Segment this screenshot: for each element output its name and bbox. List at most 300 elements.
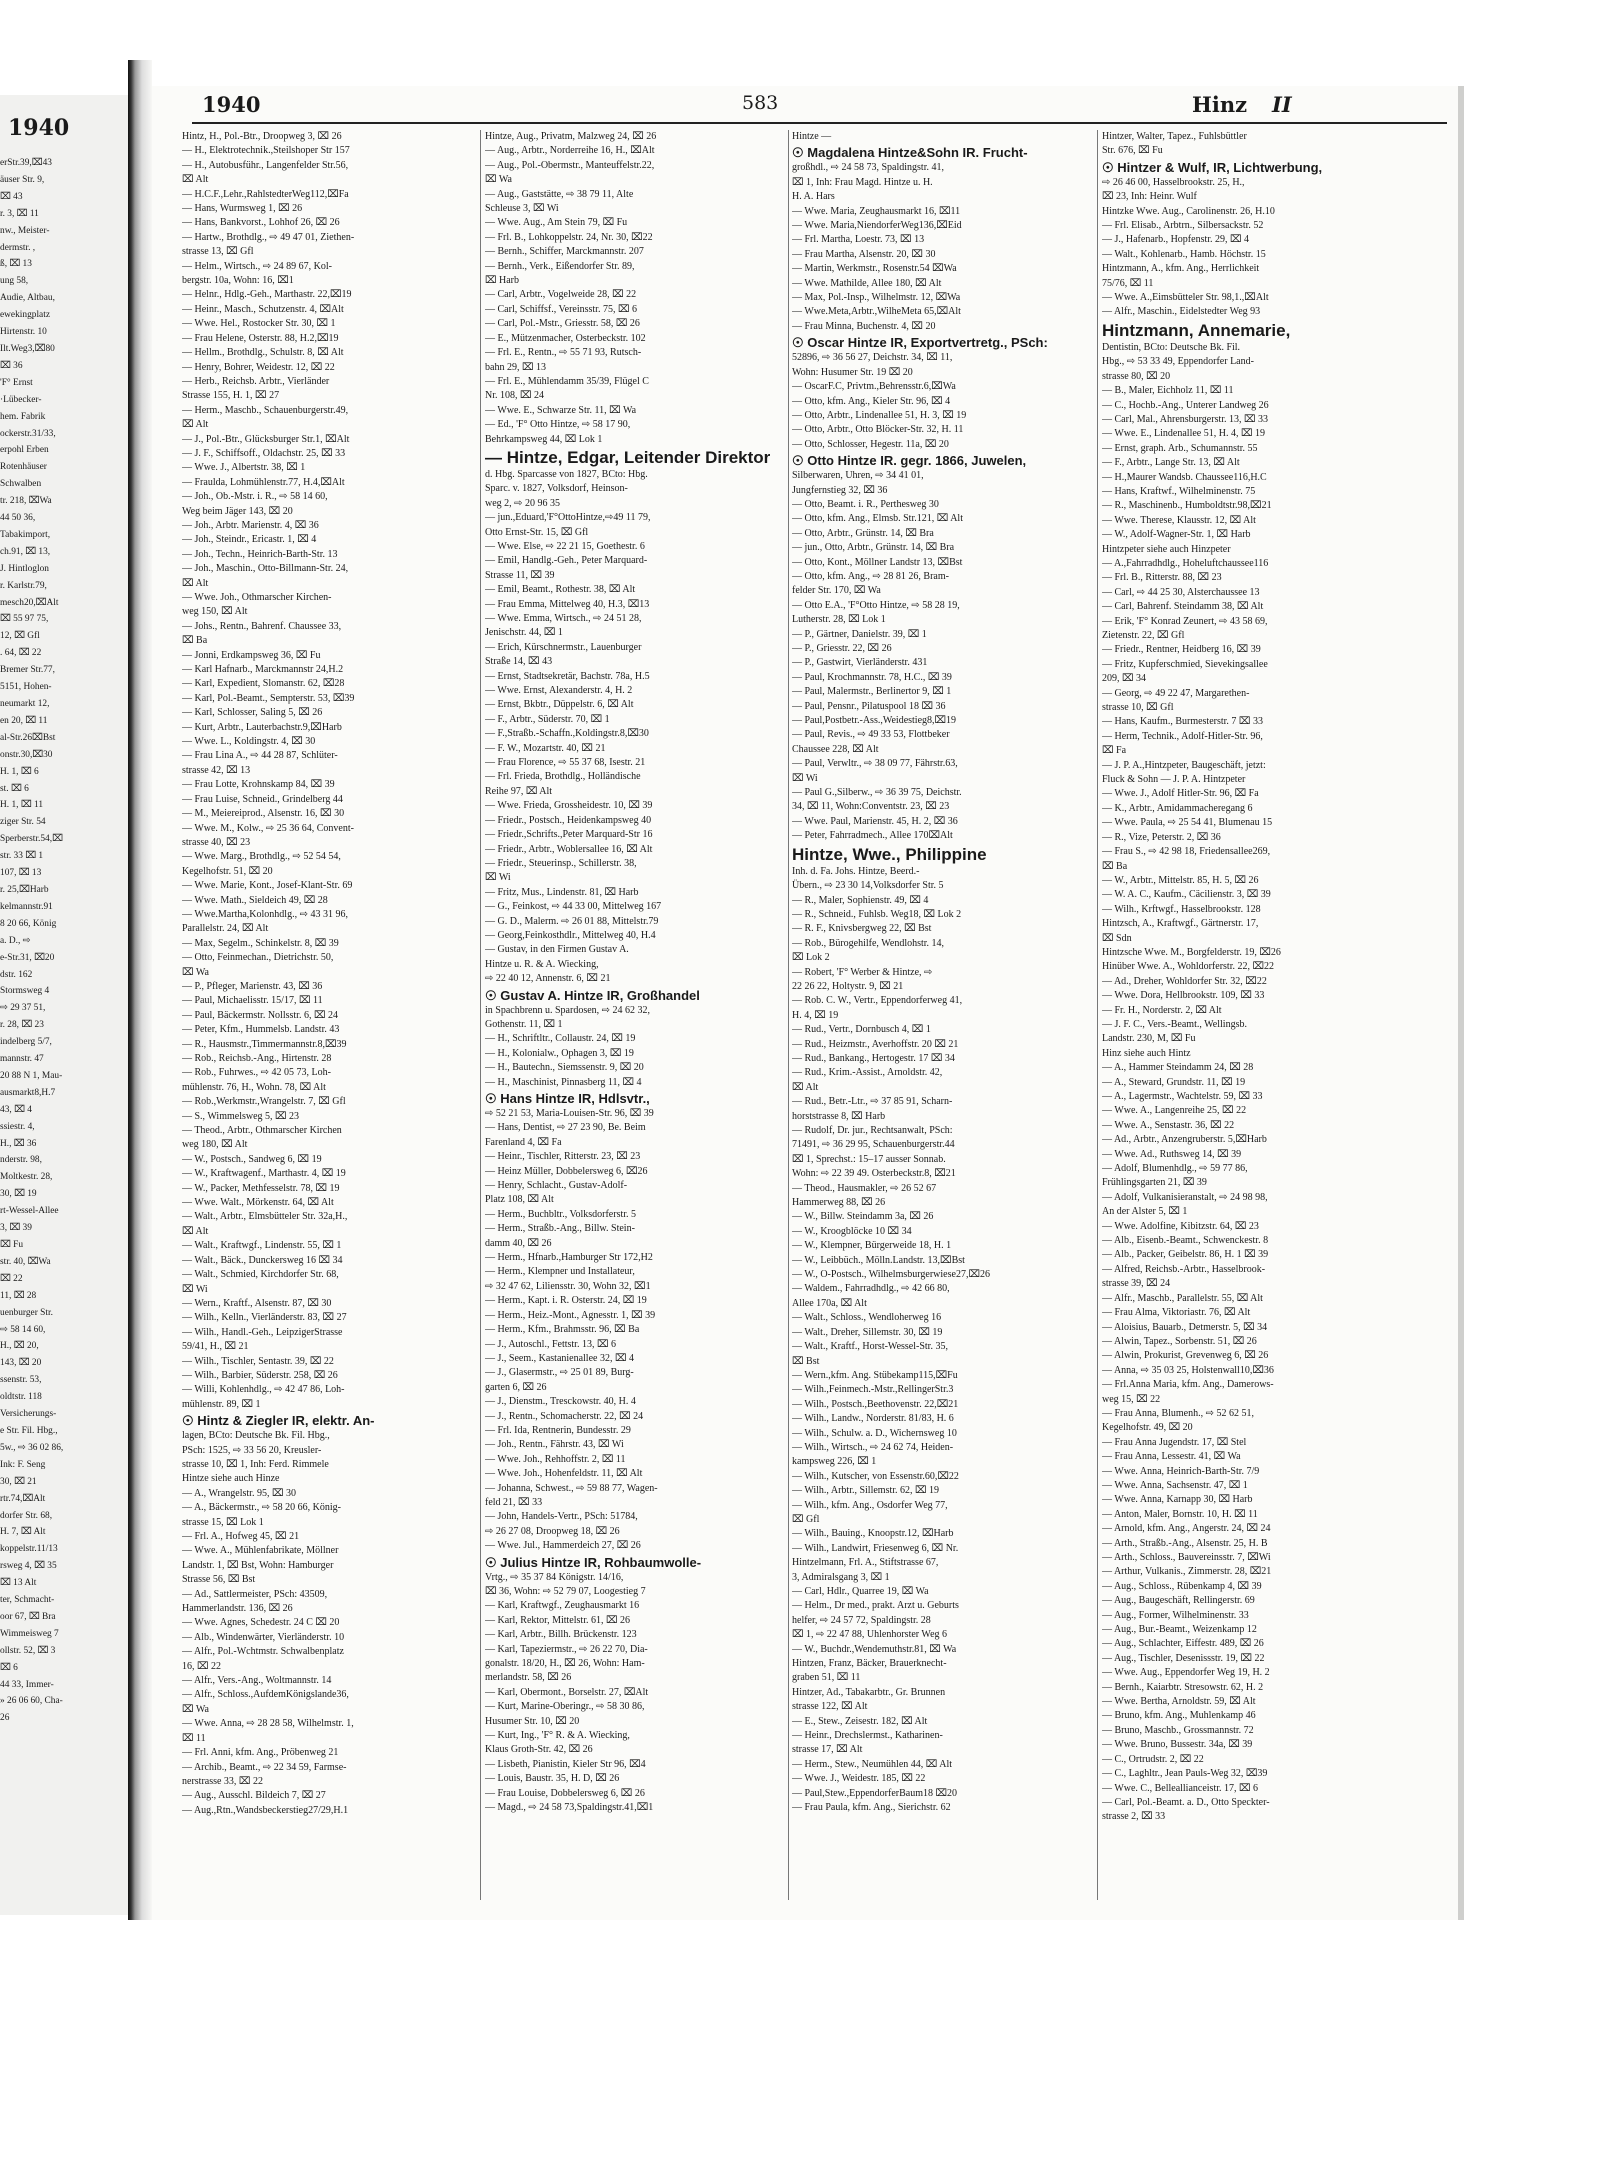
directory-entry-line: — Wwe. A., Mühlenfabrikate, Möllner <box>182 1545 339 1557</box>
directory-entry-line: — Karl, Schlosser, Saling 5, ⌧ 26 <box>182 707 323 719</box>
column-divider <box>1097 130 1098 1900</box>
directory-entry-line: Landstr. 1, ⌧ Bst, Wohn: Hamburger <box>182 1559 334 1571</box>
directory-entry-line: ⌧ Sdn <box>1102 932 1132 944</box>
directory-entry-line: — Fritz, Kupferschmied, Sievekingsallee <box>1102 658 1268 670</box>
directory-entry-line: — Paul, Revis., ⇨ 49 33 53, Flottbeker <box>792 729 950 741</box>
directory-entry-line: — Walt., Kohlenarb., Hamb. Höchstr. 15 <box>1102 248 1266 260</box>
directory-entry-line: Lutherstr. 28, ⌧ Lok 1 <box>792 614 886 626</box>
directory-entry-line: — Waldem., Fahrradhdlg., ⇨ 42 66 80, <box>792 1283 950 1295</box>
directory-entry-line: — Ernst, graph. Arb., Schumannstr. 55 <box>1102 442 1258 454</box>
previous-page-line: dstr. 162 <box>0 969 33 980</box>
directory-entry-line: ⌧ Wi <box>485 872 511 884</box>
directory-entry-line: — R., Vize, Peterstr. 2, ⌧ 36 <box>1102 831 1221 843</box>
directory-entry-line: — Aloisius, Bauarb., Detmerstr. 5, ⌧ 34 <box>1102 1321 1268 1333</box>
directory-entry-line: — A., Lagermstr., Wachtelstr. 59, ⌧ 33 <box>1102 1091 1263 1102</box>
directory-entry-line: — W., Klempner, Bürgerweide 18, H. 1 <box>792 1240 952 1252</box>
directory-entry-line: helfer, ⇨ 24 57 72, Spaldingstr. 28 <box>792 1614 931 1626</box>
directory-entry-line: — Ernst, Stadtsekretär, Bachstr. 78a, H.5 <box>485 670 650 682</box>
directory-entry-line: — Alfr., Vers.-Ang., Woltmannstr. 14 <box>182 1675 332 1687</box>
directory-entry-line: — Wwe. Jul., Hammerdeich 27, ⌧ 26 <box>485 1540 641 1552</box>
previous-page-line: indelberg 5/7, <box>0 1037 52 1048</box>
directory-entry-line: — Karl, Rektor, Mittelstr. 61, ⌧ 26 <box>485 1614 630 1626</box>
previous-page-line: nw., Meister- <box>0 225 50 236</box>
directory-entry-line: — Wwe. Bruno, Bussestr. 34a, ⌧ 39 <box>1102 1739 1253 1751</box>
directory-entry-line: ☉ Oscar Hintze IR, Exportvertretg., PSch: <box>792 335 1048 351</box>
directory-entry-line: Nr. 108, ⌧ 24 <box>485 390 545 402</box>
previous-page-line: oldtstr. 118 <box>0 1392 42 1403</box>
directory-entry-line: — jun., Otto, Arbtr., Grünstr. 14, ⌧ Bra <box>792 542 955 554</box>
directory-entry-line: — F., Arbtr., Lange Str. 13, ⌧ Alt <box>1102 457 1240 469</box>
directory-entry-line: Hintze — <box>792 131 832 142</box>
previous-page-fragment <box>0 95 128 1915</box>
directory-entry-line: 3, Admiralsgang 3, ⌧ 1 <box>792 1571 890 1583</box>
page-number: 583 <box>742 92 779 114</box>
directory-entry-line: ⌧ 23, Inh: Heinr. Wulf <box>1102 191 1197 203</box>
directory-entry-line: — R. F., Knivsbergweg 22, ⌧ Bst <box>792 923 932 935</box>
directory-entry-line: Übern., ⇨ 23 30 14,Volksdorfer Str. 5 <box>792 880 944 892</box>
directory-entry-line: — Friedr.,Schrifts.,Peter Marquard-Str 16 <box>485 829 653 841</box>
directory-entry-line: — Hellm., Brothdlg., Schulstr. 8, ⌧ Alt <box>182 347 344 359</box>
previous-page-line: dorfer Str. 68, <box>0 1510 53 1521</box>
previous-page-line: 107, ⌧ 13 <box>0 868 42 879</box>
directory-entry-line: — Alfr., Maschin., Eidelstedter Weg 93 <box>1102 306 1261 318</box>
previous-page-line: 30, ⌧ 21 <box>0 1476 37 1487</box>
directory-entry-line: merlandstr. 58, ⌧ 26 <box>485 1672 572 1684</box>
directory-entry-line: — W., Billw. Steindamm 3a, ⌧ 26 <box>792 1211 934 1223</box>
directory-entry-line: — Aug., Baugeschäft, Rellingerstr. 69 <box>1102 1595 1255 1607</box>
previous-page-line: ter, Schmacht- <box>0 1595 55 1606</box>
directory-entry-line: — A., Bäckermstr., ⇨ 58 20 66, König- <box>182 1502 341 1514</box>
directory-entry-line: Hintzen, Franz, Bäcker, Brauerknecht- <box>792 1658 947 1670</box>
directory-entry-line: — Wwe. Ernst, Alexanderstr. 4, H. 2 <box>485 685 633 697</box>
column-divider <box>480 130 481 1900</box>
directory-entry-line: — Herm., Straßb.-Ang., Billw. Stein- <box>485 1223 635 1235</box>
previous-page-line: al-Str.26⌧Bst <box>0 732 56 743</box>
directory-entry-line: 22 26 22, Holtystr. 9, ⌧ 21 <box>792 980 904 992</box>
directory-entry-line: — Otto, Schlosser, Hegestr. 11a, ⌧ 20 <box>792 438 949 450</box>
directory-entry-line: 209, ⌧ 34 <box>1102 673 1147 685</box>
directory-entry-line: — Wilh., Kelln., Vierländerstr. 83, ⌧ 27 <box>182 1312 347 1324</box>
previous-page-line: Versicherungs- <box>0 1409 57 1420</box>
directory-entry-line: 34, ⌧ 11, Wohn:Conventstr. 23, ⌧ 23 <box>792 801 950 813</box>
previous-page-line: rt-Wessel-Allee <box>0 1206 59 1217</box>
directory-entry-line: Hammerweg 88, ⌧ 26 <box>792 1197 886 1209</box>
directory-entry-line: ☉ Julius Hintze IR, Rohbaumwolle- <box>485 1554 702 1570</box>
directory-entry-line: — Herb., Reichsb. Arbtr., Vierländer <box>182 375 330 387</box>
directory-entry-line: 75/76, ⌧ 11 <box>1102 277 1154 289</box>
directory-entry-line: — H.,Maurer Wandsb. Chaussee116,H.C <box>1102 471 1267 483</box>
directory-entry-line: gonalstr. 18/20, H., ⌧ 26, Wohn: Ham- <box>485 1658 645 1670</box>
directory-entry-line: — W., Kraftwagenf., Marthastr. 4, ⌧ 19 <box>182 1168 346 1180</box>
directory-entry-line: horststrasse 8, ⌧ Harb <box>792 1110 886 1122</box>
directory-entry-line: — Wwe. Anna, Karnapp 30, ⌧ Harb <box>1102 1494 1253 1506</box>
directory-entry-line: — Frau Martha, Alsenstr. 20, ⌧ 30 <box>792 248 936 260</box>
directory-entry-line: Hintzmann, A., kfm. Ang., Herrlichkeit <box>1102 263 1260 275</box>
directory-entry-line: — Wern.,kfm. Ang. Stübekamp115,⌧Fu <box>792 1369 958 1381</box>
previous-page-line: dermstr. , <box>0 242 36 253</box>
directory-entry-line: — Max, Segelm., Schinkelstr. 8, ⌧ 39 <box>182 937 339 949</box>
directory-entry-line: — E., Stew., Zeisestr. 182, ⌧ Alt <box>792 1715 928 1727</box>
directory-entry-line: — Aug.,Rtn.,Wandsbeckerstieg27/29,H.1 <box>182 1804 349 1816</box>
directory-entry-line: — Otto, Arbtr., Otto Blöcker-Str. 32, H. 11 <box>792 424 964 436</box>
directory-entry-line: — Wwe. Anna, Heinrich-Barth-Str. 7/9 <box>1102 1465 1260 1477</box>
previous-page-line: Rotenhäuser <box>0 462 47 473</box>
column-divider <box>788 130 789 1900</box>
previous-page-line: 44 33, Immer- <box>0 1679 54 1690</box>
directory-entry-line: — Herm., Klempner und Installateur, <box>485 1266 635 1278</box>
previous-page-line: ewekingplatz <box>0 310 50 321</box>
previous-page-line: ziger Str. 54 <box>0 817 46 828</box>
directory-entry-line: — Wwe. Mathilde, Allee 180, ⌧ Alt <box>792 277 942 289</box>
directory-entry-line: — E., Mützenmacher, Osterbeckstr. 102 <box>485 332 646 344</box>
previous-page-line: 44 50 36, <box>0 513 36 524</box>
directory-entry-line: — Emil, Handlg.-Geh., Peter Marquard- <box>485 555 648 567</box>
directory-entry-line: — Herm, Technik., Adolf-Hitler-Str. 96, <box>1102 730 1263 742</box>
directory-entry-line: — Wwe. Ad., Ruthsweg 14, ⌧ 39 <box>1102 1148 1242 1160</box>
directory-entry-line: strasse 10, ⌧ Gfl <box>1102 702 1174 714</box>
directory-entry-line: Hintzke Wwe. Aug., Carolinenstr. 26, H.10 <box>1102 205 1275 217</box>
directory-entry-line: Dentistin, BCto: Deutsche Bk. Fil. <box>1102 341 1241 353</box>
previous-page-line: ssenstr. 53, <box>0 1375 42 1386</box>
directory-entry-line: — Paul, Malermstr., Berlinertor 9, ⌧ 1 <box>792 686 952 698</box>
directory-entry-line: — H., Elektrotechnik.,Steilshoper Str 157 <box>182 145 350 157</box>
directory-entry-line: — Wwe. Marie, Kont., Josef-Klant-Str. 69 <box>182 880 353 892</box>
directory-entry-line: — Otto, Beamt. i. R., Perthesweg 30 <box>792 498 939 510</box>
previous-page-line: Moltkestr. 28, <box>0 1172 53 1183</box>
previous-page-line: J. Hintloglon <box>0 563 49 574</box>
directory-entry-line: — Wilh., Schulw. a. D., Wichernsweg 10 <box>792 1427 957 1439</box>
directory-entry-line: ⌧ Gfl <box>792 1513 820 1525</box>
directory-entry-line: — Wilh.,Feinmech.-Mstr.,RellingerStr.3 <box>792 1384 954 1396</box>
directory-entry-line: — Ad., Arbtr., Anzengruberstr. 5,⌧Harb <box>1102 1134 1267 1146</box>
directory-entry-line: — Friedr., Steuerinsp., Schillerstr. 38, <box>485 857 637 869</box>
directory-entry-line: — C., Hochb.-Ang., Unterer Landweg 26 <box>1102 399 1269 411</box>
directory-entry-line: — Anna, ⇨ 35 03 25, Holstenwall10,⌧36 <box>1102 1364 1274 1376</box>
directory-entry-line: ⌧ Ba <box>1102 860 1128 872</box>
directory-entry-line: Hintzmann, Annemarie, <box>1102 320 1291 340</box>
previous-page-line: ausmarkt8,H.7 <box>0 1087 56 1098</box>
directory-entry-line: — R., Hausmstr.,Timmermannstr.8,⌧39 <box>182 1038 347 1050</box>
directory-entry-line: — Wwe. A., Langenreihe 25, ⌧ 22 <box>1102 1105 1247 1117</box>
page-edge <box>1458 86 1464 1920</box>
directory-entry-line: — J., Hafenarb., Hopfenstr. 29, ⌧ 4 <box>1102 234 1250 246</box>
directory-entry-line: ⌧ Alt <box>182 419 209 431</box>
directory-entry-line: — Carl, Arbtr., Vogelweide 28, ⌧ 22 <box>485 289 637 301</box>
directory-entry-line: — Heinr., Drechslermst., Katharinen- <box>792 1730 943 1742</box>
directory-entry-line: — H., Maschinist, Pinnasberg 11, ⌧ 4 <box>485 1076 642 1088</box>
directory-entry-line: Schleuse 3, ⌧ Wi <box>485 203 559 215</box>
directory-entry-line: — Wwe. Paul, Marienstr. 45, H. 2, ⌧ 36 <box>792 815 958 827</box>
directory-entry-line: — Wwe. Adolfine, Kibitzstr. 64, ⌧ 23 <box>1102 1220 1259 1232</box>
directory-entry-line: ⌧ Alt <box>182 1225 209 1237</box>
directory-entry-line: — Karl, Arbtr., Billh. Brückenstr. 123 <box>485 1629 637 1641</box>
directory-entry-line: bergstr. 10a, Wohn: 16, ⌧1 <box>182 275 294 287</box>
directory-entry-line: ⌧ Wa <box>182 1703 209 1715</box>
previous-page-line: ch.91, ⌧ 13, <box>0 546 51 557</box>
directory-entry-line: — J., Pol.-Btr., Glücksburger Str.1, ⌧Alt <box>182 433 350 445</box>
directory-entry-line: H. 4, ⌧ 19 <box>792 1009 839 1021</box>
directory-entry-line: — Alb., Windenwärter, Vierländerstr. 10 <box>182 1631 345 1643</box>
directory-entry-line: — Kurt, Ing., 'F° R. & A. Wiecking, <box>485 1730 630 1742</box>
directory-entry-line: — Frl.Anna Maria, kfm. Ang., Damerows- <box>1102 1379 1274 1391</box>
directory-entry-line: — Wwe. Maria,NiendorferWeg136,⌧Eid <box>792 220 962 232</box>
directory-entry-line: PSch: 1525, ⇨ 33 56 20, Kreusler- <box>182 1444 322 1456</box>
directory-entry-line: — R., Schneid., Fuhlsb. Weg18, ⌧ Lok 2 <box>792 908 962 920</box>
previous-page-line: ⇨ 29 37 51, <box>0 1003 46 1014</box>
directory-entry-line: — Walt., Bäck., Dunckersweg 16 ⌧ 34 <box>182 1254 343 1266</box>
directory-entry-line: — Hans, Kraftwf., Wilhelminenstr. 75 <box>1102 485 1256 497</box>
directory-entry-line: — H., Kolonialw., Ophagen 3, ⌧ 19 <box>485 1047 634 1059</box>
directory-entry-line: — Wwe. Anna, ⇨ 28 28 58, Wilhelmstr. 1, <box>182 1718 354 1730</box>
directory-entry-line: strasse 2, ⌧ 33 <box>1102 1811 1166 1823</box>
directory-entry-line: — Arth., Straßb.-Ang., Alsenstr. 25, H. B <box>1102 1537 1268 1549</box>
directory-entry-line: — Wern., Kraftf., Alsenstr. 87, ⌧ 30 <box>182 1297 332 1309</box>
directory-entry-line: — Wwe. A.,Eimsbütteler Str. 98,1.,⌧Alt <box>1102 292 1269 304</box>
directory-entry-line: — Friedr., Postsch., Heidenkampsweg 40 <box>485 814 652 826</box>
directory-entry-line: — P., Gastwirt, Vierländerstr. 431 <box>792 657 928 669</box>
directory-entry-line: Hbg., ⇨ 53 33 49, Eppendorfer Land- <box>1102 356 1254 368</box>
previous-page-line: Hirtenstr. 10 <box>0 327 47 338</box>
directory-entry-line: — Rob., Reichsb.-Ang., Hirtenstr. 28 <box>182 1053 332 1064</box>
directory-entry-line: Husumer Str. 10, ⌧ 20 <box>485 1715 580 1727</box>
directory-entry-line: — Joh., Rentn., Fährstr. 43, ⌧ Wi <box>485 1439 624 1451</box>
directory-entry-line: — F.,Straßb.-Schaffn.,Koldingstr.8,⌧30 <box>485 728 649 740</box>
directory-entry-line: — Lisbeth, Pianistin, Kieler Str 96, ⌧4 <box>485 1758 646 1770</box>
directory-entry-line: — Jonni, Erdkampsweg 36, ⌧ Fu <box>182 649 321 661</box>
directory-entry-line: — H., Bautechn., Siemssenstr. 9, ⌧ 20 <box>485 1062 644 1074</box>
previous-page-line: r. Karlstr.79, <box>0 580 47 591</box>
directory-entry-line: — Carl, Pol.-Mstr., Griesstr. 58, ⌧ 26 <box>485 318 640 330</box>
previous-page-line: nderstr. 98, <box>0 1155 42 1166</box>
previous-page-line: ·Lübecker- <box>0 394 42 405</box>
directory-entry-line: — Gustav, in den Firmen Gustav A. <box>485 944 629 956</box>
directory-entry-line: Hintze, Wwe., Philippine <box>792 844 987 864</box>
directory-entry-line: — Heinz Müller, Dobbelersweg 6, ⌧26 <box>485 1165 648 1177</box>
directory-entry-line: — Rob., Bürogehilfe, Wendlohstr. 14, <box>792 937 945 949</box>
directory-entry-line: Hintze, Aug., Privatm, Malzweg 24, ⌧ 26 <box>485 131 657 142</box>
directory-column-4 <box>1102 130 1402 1900</box>
directory-entry-line: weg 150, ⌧ Alt <box>182 606 248 618</box>
directory-entry-line: — Joh., Arbtr. Marienstr. 4, ⌧ 36 <box>182 519 319 531</box>
previous-page-line: erpohl Erben <box>0 445 49 456</box>
directory-entry-line: — Wwe. Therese, Klausstr. 12, ⌧ Alt <box>1102 514 1256 526</box>
directory-entry-line: — Hintze, Edgar, Leitender Direktor <box>485 447 771 467</box>
directory-entry-line: — Frau Paula, kfm. Ang., Sierichstr. 62 <box>792 1802 951 1814</box>
directory-entry-line: — Helnr., Hdlg.-Geh., Marthastr. 22,⌧19 <box>182 289 352 301</box>
directory-entry-line: Sparc. v. 1827, Volksdorf, Heinson- <box>485 483 628 495</box>
previous-page-line: 3, ⌧ 39 <box>0 1223 32 1234</box>
directory-entry-line: — J., Rentn., Schomacherstr. 22, ⌧ 24 <box>485 1410 644 1422</box>
previous-page-line: 8 20 66, König <box>0 918 57 929</box>
directory-entry-line: — Walt., Schmied, Kirchdorfer Str. 68, <box>182 1269 339 1281</box>
directory-entry-line: nerstrasse 33, ⌧ 22 <box>182 1775 263 1787</box>
directory-entry-line: — Frau Florence, ⇨ 55 37 68, Isestr. 21 <box>485 757 646 769</box>
directory-entry-line: Strasse 155, H. 1, ⌧ 27 <box>182 390 280 402</box>
directory-entry-line: — Carl, ⇨ 44 25 30, Alsterchaussee 13 <box>1102 586 1260 598</box>
directory-entry-line: Weg beim Jäger 143, ⌧ 20 <box>182 505 293 517</box>
directory-entry-line: — F., Arbtr., Süderstr. 70, ⌧ 1 <box>485 713 610 725</box>
directory-entry-line: — Wwe. Bertha, Arnoldstr. 59, ⌧ Alt <box>1102 1696 1256 1708</box>
directory-entry-line: weg 15, ⌧ 22 <box>1102 1393 1161 1405</box>
directory-entry-line: — Arnold, kfm. Ang., Angerstr. 24, ⌧ 24 <box>1102 1523 1271 1535</box>
previous-page-line: mesch20,⌧Alt <box>0 597 59 608</box>
directory-entry-line: — Herm., Heiz.-Mont., Agnesstr. 1, ⌧ 39 <box>485 1309 656 1321</box>
directory-entry-line: — Carl, Hdlr., Quarree 19, ⌧ Wa <box>792 1586 929 1597</box>
directory-entry-line: ⌧ Wi <box>182 1283 208 1295</box>
previous-page-line: ⌧ 36 <box>0 360 23 371</box>
directory-entry-line: Silberwaren, Uhren, ⇨ 34 41 01, <box>792 470 924 482</box>
directory-entry-line: — Willi, Kohlenhdlg., ⇨ 42 47 86, Loh- <box>182 1384 345 1396</box>
directory-entry-line: Strasse 11, ⌧ 39 <box>485 569 555 581</box>
previous-page-line: ⇨ 58 14 60, <box>0 1324 46 1335</box>
directory-entry-line: — Frau Alma, Viktoriastr. 76, ⌧ Alt <box>1102 1307 1251 1319</box>
directory-entry-line: — Frau Minna, Buchenstr. 4, ⌧ 20 <box>792 320 936 332</box>
previous-page-line: ⌧ 13 Alt <box>0 1578 37 1589</box>
previous-page-line: oor 67, ⌧ Bra <box>0 1611 56 1622</box>
directory-entry-line: großhdl., ⇨ 24 58 73, Spaldingstr. 41, <box>792 162 944 174</box>
directory-entry-line: — C., Laghltr., Jean Pauls-Weg 32, ⌧39 <box>1102 1768 1268 1780</box>
directory-entry-line: feld 21, ⌧ 33 <box>485 1496 543 1508</box>
directory-entry-line: — Otto E.A., 'F°Otto Hintze, ⇨ 58 28 19, <box>792 599 960 611</box>
directory-entry-line: — Frl. B., Ritterstr. 88, ⌧ 23 <box>1102 572 1222 584</box>
previous-page-line: H. 1, ⌧ 6 <box>0 766 39 777</box>
directory-entry-line: — Otto, kfm. Ang., ⇨ 28 81 26, Bram- <box>792 570 949 582</box>
directory-entry-line: — Aug., Ausschl. Bildeich 7, ⌧ 27 <box>182 1790 326 1802</box>
directory-entry-line: — W., Adolf-Wagner-Str. 1, ⌧ Harb <box>1102 529 1251 541</box>
previous-page-line: uenburger Str. <box>0 1307 53 1318</box>
directory-entry-line: — Arth., Schloss., Bauvereinsstr. 7, ⌧Wi <box>1102 1552 1271 1563</box>
directory-entry-line: — Aug., Schlachter, Eiffestr. 489, ⌧ 26 <box>1102 1638 1264 1650</box>
previous-page-line: 43, ⌧ 4 <box>0 1104 32 1115</box>
directory-entry-line: strasse 40, ⌧ 23 <box>182 836 251 848</box>
directory-entry-line: — Max, Pol.-Insp., Wilhelmstr. 12, ⌧Wa <box>792 292 961 304</box>
previous-page-line: str. 40, ⌧Wa <box>0 1256 51 1267</box>
header-rule <box>192 122 1447 124</box>
directory-entry-line: — Herm., Kapt. i. R. Osterstr. 24, ⌧ 19 <box>485 1295 647 1307</box>
directory-entry-line: — Aug., Bur.-Beamt., Weizenkamp 12 <box>1102 1624 1257 1636</box>
directory-entry-line: ☉ Hintz & Ziegler IR, elektr. An- <box>182 1413 375 1429</box>
directory-entry-line: — W., O-Postsch., Wilhelmsburgerwiese27,⌧26 <box>792 1269 990 1281</box>
directory-entry-line: — Karl, Expedient, Slomanstr. 62, ⌧28 <box>182 678 345 690</box>
directory-entry-line: — Robert, 'F° Werber & Hintze, ⇨ <box>792 966 933 978</box>
directory-entry-line: — Karl, Obermont., Borselstr. 27, ⌧Alt <box>485 1686 649 1698</box>
directory-entry-line: — Anton, Maler, Bornstr. 10, H. ⌧ 11 <box>1102 1508 1258 1520</box>
previous-page-line: r. 25,⌧Harb <box>0 884 49 895</box>
directory-entry-line: — Aug., Pol.-Obermstr., Manteuffelstr.22, <box>485 159 655 171</box>
directory-entry-line: — P., Gärtner, Danielstr. 39, ⌧ 1 <box>792 628 927 640</box>
directory-entry-line: — W., Arbtr., Mittelstr. 85, H. 5, ⌧ 26 <box>1102 874 1259 886</box>
directory-entry-line: — Wwe. Dora, Hellbrookstr. 109, ⌧ 33 <box>1102 990 1265 1002</box>
directory-entry-line: ⌧ Alt <box>182 174 209 186</box>
directory-entry-line: ⌧ Wa <box>182 966 209 978</box>
directory-entry-line: — Frl. A., Hofweg 45, ⌧ 21 <box>182 1531 300 1542</box>
directory-entry-line: — Kurt, Marine-Oberingr., ⇨ 58 30 86, <box>485 1701 645 1713</box>
directory-entry-line: — Wwe. Joh., Othmarscher Kirchen- <box>182 592 332 603</box>
directory-entry-line: d. Hbg. Sparcasse von 1827, BCto: Hbg. <box>485 468 648 480</box>
directory-entry-line: — Rud., Betr.-Ltr., ⇨ 37 85 91, Scharn- <box>792 1096 953 1108</box>
directory-entry-line: 52896, ⇨ 36 56 27, Deichstr. 34, ⌧ 11, <box>792 352 953 364</box>
book-gutter <box>128 60 152 1920</box>
directory-entry-line: — P., Pfleger, Marienstr. 43, ⌧ 36 <box>182 980 323 992</box>
directory-entry-line: — Alfr., Pol.-Wchtmstr. Schwalbenplatz <box>182 1646 344 1658</box>
directory-entry-line: ☉ Hintzer & Wulf, IR, Lichtwerbung, <box>1102 159 1323 175</box>
previous-page-line: ollstr. 52, ⌧ 3 <box>0 1645 56 1656</box>
previous-page-line: a. D., ⇨ <box>0 935 31 946</box>
directory-entry-line: — Paul, Bäckermstr. Nollsstr. 6, ⌧ 24 <box>182 1009 338 1021</box>
directory-entry-line: Inh. d. Fa. Johs. Hintze, Beerd.- <box>792 865 920 877</box>
directory-entry-line: — Rob. C. W., Vertr., Eppendorferweg 41, <box>792 995 963 1007</box>
directory-entry-line: ⇨ 26 46 00, Hasselbrookstr. 25, H., <box>1102 176 1245 188</box>
directory-entry-line: — Paul, Krochmannstr. 78, H.C., ⌧ 39 <box>792 671 952 683</box>
directory-entry-line: — Wwe. Joh., Hohenfeldstr. 11, ⌧ Alt <box>485 1468 643 1480</box>
directory-entry-line: Zietenstr. 22, ⌧ Gfl <box>1102 630 1185 641</box>
directory-entry-line: — Herm., Stew., Neumühlen 44, ⌧ Alt <box>792 1758 953 1770</box>
directory-entry-line: ⌧ 1, ⇨ 22 47 88, Uhlenhorster Weg 6 <box>792 1629 948 1641</box>
directory-entry-line: — Emil, Beamt., Rothestr. 38, ⌧ Alt <box>485 584 636 596</box>
directory-entry-line: — Wilh., Arbtr., Sillemstr. 62, ⌧ 19 <box>792 1485 940 1497</box>
directory-entry-line: — Ad., Sattlermeister, PSch: 43509, <box>182 1588 328 1600</box>
directory-entry-line: — W., Postsch., Sandweg 6, ⌧ 19 <box>182 1153 322 1165</box>
directory-entry-line: — W., Leibbüch., Mölln.Landstr. 13,⌧Bst <box>792 1254 965 1266</box>
previous-page-line: ssiestr. 4, <box>0 1121 35 1132</box>
directory-entry-line: — Aug., Gaststätte, ⇨ 38 79 11, Alte <box>485 188 634 200</box>
directory-entry-line: — Wilh., Wirtsch., ⇨ 24 62 74, Heiden- <box>792 1441 954 1453</box>
directory-entry-line: Behrkampsweg 44, ⌧ Lok 1 <box>485 433 603 445</box>
directory-entry-line: — Aug., Former, Wilhelminenstr. 33 <box>1102 1609 1249 1621</box>
previous-page-line: Bremer Str.77, <box>0 665 55 676</box>
directory-entry-line: — A., Hammer Steindamm 24, ⌧ 28 <box>1102 1062 1254 1074</box>
directory-entry-line: — Henry, Schlacht., Gustav-Adolf- <box>485 1180 628 1192</box>
directory-entry-line: kampsweg 226, ⌧ 1 <box>792 1456 877 1468</box>
previous-page-year: 1940 <box>8 115 70 141</box>
previous-page-line: en 20, ⌧ 11 <box>0 715 48 726</box>
directory-entry-line: Hintzsch, A., Kraftwgf., Gärtnerstr. 17, <box>1102 918 1259 930</box>
directory-entry-line: Hintzpeter siehe auch Hinzpeter <box>1102 543 1231 555</box>
directory-entry-line: weg 2, ⇨ 20 96 35 <box>485 497 561 509</box>
directory-entry-line: — Georg,Feinkosthdlr., Mittelweg 40, H.4 <box>485 929 656 941</box>
directory-entry-line: — P., Griesstr. 22, ⌧ 26 <box>792 643 892 654</box>
directory-entry-line: Kegelhofstr. 51, ⌧ 20 <box>182 865 273 877</box>
directory-entry-line: — Otto, kfm. Ang., Elmsb. Str.121, ⌧ Alt <box>792 513 963 525</box>
directory-entry-line: — Bernh., Schiffer, Marckmannstr. 207 <box>485 246 644 258</box>
directory-entry-line: — Bruno, kfm. Ang., Muhlenkamp 46 <box>1102 1710 1256 1722</box>
directory-entry-line: — Wwe.Meta,Arbtr.,WilheMeta 65,⌧Alt <box>792 306 961 318</box>
directory-entry-line: — J., Seem., Kastanienallee 32, ⌧ 4 <box>485 1352 634 1364</box>
directory-entry-line: lagen, BCto: Deutsche Bk. Fil. Hbg., <box>182 1430 330 1442</box>
directory-entry-line: — G., Feinkost, ⇨ 44 33 00, Mittelweg 167 <box>485 901 662 913</box>
previous-page-line: 'F° Ernst <box>0 377 33 388</box>
directory-entry-line: ⇨ 32 47 62, Liliensstr. 30, Wohn 32, ⌧1 <box>485 1280 651 1292</box>
directory-entry-line: Platz 108, ⌧ Alt <box>485 1194 554 1206</box>
directory-entry-line: — W., Kroogblöcke 10 ⌧ 34 <box>792 1225 912 1237</box>
directory-entry-line: — Alb., Eisenb.-Beamt., Schwenckestr. 8 <box>1102 1235 1269 1247</box>
directory-entry-line: — Wwe. Math., Sieldeich 49, ⌧ 28 <box>182 894 328 906</box>
directory-entry-line: — Hans, Wurmsweg 1, ⌧ 26 <box>182 203 303 215</box>
directory-entry-line: Hintzsche Wwe. M., Borgfelderstr. 19, ⌧26 <box>1102 946 1281 958</box>
directory-entry-line: — Wilh., Bauing., Knoopstr.12, ⌧Harb <box>792 1528 954 1540</box>
directory-entry-line: ⇨ 52 21 53, Maria-Louisen-Str. 96, ⌧ 39 <box>485 1108 654 1119</box>
previous-page-line: 12, ⌧ Gfl <box>0 631 40 642</box>
directory-entry-line: — J. F., Schiffsoff., Oldachstr. 25, ⌧ 33 <box>182 447 346 459</box>
directory-entry-line: — F. W., Mozartstr. 40, ⌧ 21 <box>485 742 606 754</box>
directory-entry-line: — Paul,Postbetr.-Ass.,Weidestieg8,⌧19 <box>792 715 957 727</box>
directory-entry-line: Hintze siehe auch Hinze <box>182 1473 280 1485</box>
directory-entry-line: ⌧ 36, Wohn: ⇨ 52 79 07, Loogestieg 7 <box>485 1586 646 1597</box>
directory-entry-line: — Herm., Hfnarb.,Hamburger Str 172,H2 <box>485 1252 653 1264</box>
directory-entry-line: — Wilh., Landwirt, Friesenweg 6, ⌧ Nr. <box>792 1542 959 1554</box>
directory-entry-line: strasse 42, ⌧ 13 <box>182 764 251 776</box>
directory-entry-line: — Theod., Arbtr., Othmarscher Kirchen <box>182 1125 342 1137</box>
